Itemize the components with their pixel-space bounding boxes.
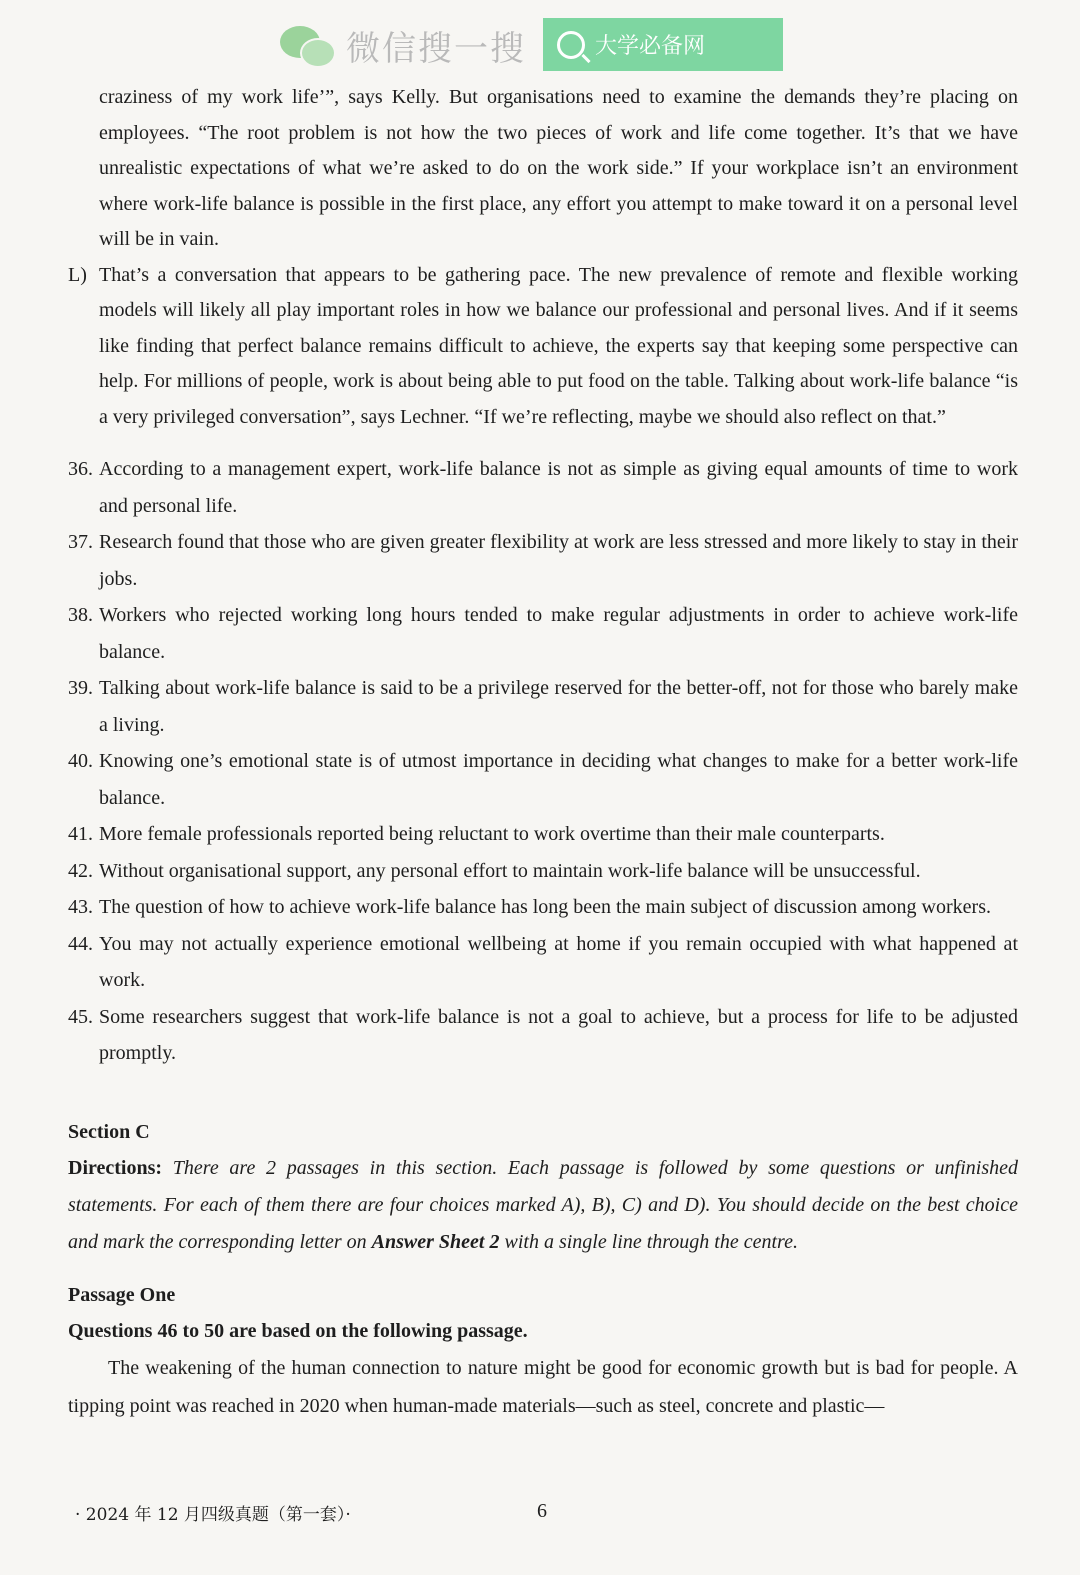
question-item [68,743,1018,816]
page-number: 6 [537,1500,547,1522]
question-number: 44. [68,932,93,955]
directions-text-1: There are 2 passages in this section. Each passage is followed by some questions or unfinished statements. For each of them there are four choices marked A), B), C) and D). You should decide on the best choice and mark the corresponding letter on [68,1156,1018,1253]
section-c [68,1114,1018,1261]
question-item [68,853,1018,890]
question-text: You may not actually experience emotional wellbeing at home if you remain occupied with what happened at work. [99,932,1018,991]
question-number: 45. [68,1005,93,1028]
question-item [68,524,1018,597]
question-number: 42. [68,859,93,882]
question-text: According to a management expert, work-life balance is not as simple as giving equal amounts of time to work and personal life. [99,458,1018,517]
question-text: Knowing one’s emotional state is of utmost importance in deciding what changes to make for a better work-life balance. [99,750,1018,809]
page-content [68,80,1018,1425]
answer-sheet-label: Answer Sheet 2 [371,1230,500,1253]
question-number: 36. [68,458,93,480]
section-title: Section C [68,1120,150,1143]
question-text: Some researchers suggest that work-life balance is not a goal to achieve, but a process for life to be adjusted promptly. [99,1005,1018,1064]
passage-one [68,1277,1018,1425]
question-text: The question of how to achieve work-life balance has long been the main subject of discussion among workers. [99,896,991,918]
directions-label: Directions: [68,1156,163,1179]
paragraph-text: That’s a conversation that appears to be gathering pace. The new prevalence of remote and flexible working models will likely all play important roles in how we balance our professional and personal lives. And if it seems like finding that perfect balance remains difficult to achieve, the experts say that keeping some perspective can help. For millions of people, work is about being able to put food on the table. Talking about work-life balance “is a very privileged conversation”, says Lechner. “If we’re reflecting, maybe we should also reflect on that.” [99,263,1018,428]
question-text: Without organisational support, any personal effort to maintain work-life balance will be unsuccessful. [99,859,921,882]
footer-label: · 2024 年 12 月四级真题（第一套）· [75,1505,351,1525]
question-item [68,597,1018,670]
page-footer [75,1500,1015,1525]
question-number: 43. [68,896,93,918]
watermark-search-label: 大学必备网 [595,34,706,59]
question-number: 37. [68,531,93,553]
passage-title: Passage One [68,1283,176,1306]
search-icon [557,31,585,59]
question-text: More female professionals reported being reluctant to work overtime than their male counterparts. [99,823,885,845]
question-text: Talking about work-life balance is said to be a privilege reserved for the better-off, not for those who barely make a living. [99,677,1018,736]
question-item [68,999,1018,1072]
question-item [68,926,1018,999]
continuation-paragraph: craziness of my work life’”, says Kelly. But organisations need to examine the demands they’re placing on employees. “The root problem is not how the two pieces of work and life come together. It’s that we have unrealistic expectations of what we’re asked to do on the work side.” If your workplace isn’t an environment where work-life balance is possible in the first place, any effort you attempt to make toward it on a personal level will be in vain. [99,86,1018,250]
passage-text: The weakening of the human connection to nature might be good for economic growth but is bad for people. A tipping point was reached in 2020 when human-made materials—such as steel, concrete and plastic— [68,1356,1018,1417]
question-number: 40. [68,750,93,772]
question-item [68,451,1018,524]
question-number: 41. [68,823,93,845]
watermark-search-box [543,18,783,71]
paragraph-label: L) [68,263,87,286]
watermark [278,18,706,72]
question-number: 39. [68,677,93,699]
passage-questions-header: Questions 46 to 50 are based on the following passage. [68,1319,528,1342]
question-item [68,816,1018,853]
question-text: Workers who rejected working long hours tended to make regular adjustments in order to achieve work-life balance. [99,604,1018,663]
question-list [68,451,1018,1072]
section-directions [68,1150,1018,1261]
paragraph-L [68,258,1018,436]
question-number: 38. [68,604,93,626]
question-item [68,670,1018,743]
wechat-logo-icon [278,20,336,70]
watermark-text: 微信搜一搜 [346,28,526,69]
question-item [68,889,1018,926]
directions-text-2: with a single line through the centre. [499,1230,798,1253]
question-text: Research found that those who are given greater flexibility at work are less stressed and more likely to stay in their jobs. [99,531,1018,590]
